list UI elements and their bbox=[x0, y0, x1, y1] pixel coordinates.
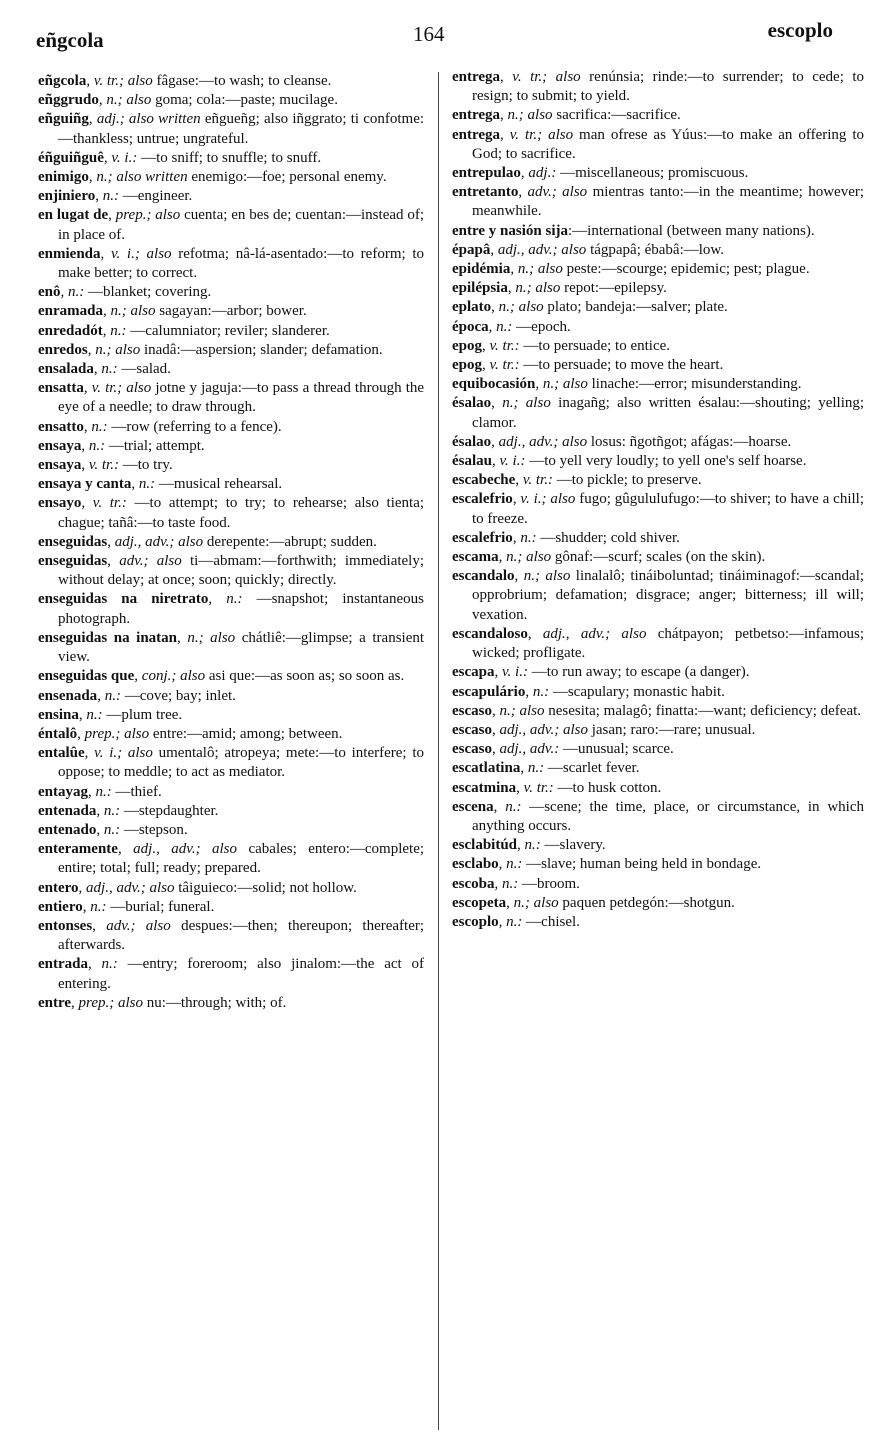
dictionary-entry: escandalo, n.; also linalalô; tináiboluntad; tináiminagof:—scandal; opprobrium; defamation; disgrace; anger; bitterness; ill will; vexation. bbox=[452, 568, 865, 623]
entry-headword: ensatta bbox=[38, 380, 84, 397]
entry-headword: en lugat de bbox=[38, 207, 109, 224]
entry-part-of-speech: v. tr.: bbox=[489, 357, 520, 374]
entry-part-of-speech: prep.; also bbox=[78, 994, 143, 1011]
entry-definition: —shudder; cold shiver. bbox=[540, 529, 680, 546]
entry-headword: enmienda bbox=[38, 245, 101, 262]
entry-headword: epilépsia bbox=[452, 280, 508, 297]
entry-definition: asi que:—as soon as; so soon as. bbox=[208, 668, 405, 685]
dictionary-entry: epidémia, n.; also peste:—scourge; epidemic; pest; plague. bbox=[452, 261, 810, 278]
entry-part-of-speech: adj., adv.; also bbox=[86, 879, 175, 896]
dictionary-entry: enseguidas na inatan, n.; also chátliê:—glimpse; a transient view. bbox=[38, 629, 425, 666]
dictionary-entry: entonses, adv.; also despues:—then; thereupon; thereafter; afterwards. bbox=[38, 917, 425, 954]
entry-definition: —to yell very loudly; to yell one's self hoarse. bbox=[529, 453, 807, 470]
entry-part-of-speech: adj., adv.; also bbox=[542, 625, 647, 642]
dictionary-entry: épapâ, adj., adv.; also tágpapâ; ébabâ:—low. bbox=[452, 241, 725, 258]
dictionary-entry: entrada, n.: —entry; foreroom; also jinalom:—the act of entering. bbox=[38, 956, 424, 992]
entry-headword: ésalao bbox=[452, 395, 492, 412]
entry-definition: losus: ñgotñgot; afágas:—hoarse. bbox=[590, 433, 792, 450]
entry-part-of-speech: n.: bbox=[95, 783, 112, 800]
dictionary-entry: esclabo, n.: —slave; human being held in bondage. bbox=[452, 856, 762, 873]
entry-headword: escena bbox=[452, 798, 494, 815]
entry-headword: entre y nasión sija bbox=[452, 222, 568, 239]
entry-part-of-speech: adj., adv.; also bbox=[114, 533, 204, 550]
entry-headword: esclabitúd bbox=[452, 837, 518, 854]
entry-headword: éñguiñguê bbox=[38, 149, 104, 166]
dictionary-entry: escaso, adj., adv.: —unusual; scarce. bbox=[452, 741, 674, 758]
entry-headword: escatmina bbox=[452, 779, 517, 796]
entry-headword: entrada bbox=[38, 956, 88, 973]
entry-part-of-speech: n.: bbox=[496, 318, 513, 335]
entry-headword: entalûe bbox=[38, 745, 85, 762]
entry-part-of-speech: v. tr.: bbox=[522, 472, 553, 489]
entry-part-of-speech: v. tr.; also bbox=[509, 126, 574, 143]
entry-headword: enteramente bbox=[38, 841, 118, 858]
entry-part-of-speech: n.: bbox=[86, 706, 103, 723]
dictionary-entry: escatlatina, n.: —scarlet fever. bbox=[452, 760, 640, 777]
entry-part-of-speech: adj., adv.: bbox=[499, 741, 560, 758]
entry-headword: ensayo bbox=[38, 495, 82, 512]
dictionary-entry: entalûe, v. i.; also umentalô; atropeya; mete:—to interfere; to oppose; to meddle; to act as mediator. bbox=[38, 745, 425, 781]
dictionary-entry: ensalada, n.: —salad. bbox=[38, 361, 171, 378]
entry-headword: escapulário bbox=[452, 683, 526, 700]
dictionary-entry: enmienda, v. i.; also refotma; nâ-lá-asentado:—to reform; to make better; to correct. bbox=[38, 245, 425, 282]
entry-headword: escaso bbox=[452, 702, 492, 719]
dictionary-entry: entrega, v. tr.; also renúnsia; rinde:—to surrender; to cede; to resign; to submit; to yield. bbox=[452, 69, 865, 105]
dictionary-entry: eñggrudo, n.; also goma; cola:—paste; mucilage. bbox=[38, 92, 338, 109]
dictionary-entry: entenado, n.: —stepson. bbox=[38, 821, 188, 838]
entry-definition: goma; cola:—paste; mucilage. bbox=[155, 92, 338, 109]
entry-part-of-speech: n.: bbox=[505, 798, 522, 815]
dictionary-entry bbox=[452, 222, 864, 241]
entry-definition: sacrifica:—sacrifice. bbox=[556, 107, 681, 124]
dictionary-entry: enredos, n.; also inadâ:—aspersion; slander; defamation. bbox=[38, 341, 383, 358]
entry-definition: nu:—through; with; of. bbox=[146, 994, 287, 1011]
entry-part-of-speech: n.: bbox=[138, 476, 156, 493]
page-number: 164 bbox=[413, 22, 445, 46]
entry-part-of-speech: n.: bbox=[101, 956, 118, 973]
entry-headword: eplato bbox=[452, 299, 492, 316]
dictionary-entry: éntalô, prep.; also entre:—amid; among; between. bbox=[38, 725, 343, 742]
entry-part-of-speech: n.: bbox=[524, 837, 541, 854]
entry-part-of-speech: n.: bbox=[506, 913, 523, 930]
dictionary-entry: enseguidas que, conj.; also asi que:—as soon as; so soon as. bbox=[38, 668, 405, 685]
entry-part-of-speech: v. tr.; also bbox=[93, 73, 153, 89]
entry-headword: enredos bbox=[38, 341, 88, 358]
entry-headword: escopeta bbox=[452, 894, 507, 911]
entry-definition: —scapulary; monastic habit. bbox=[552, 683, 725, 700]
entry-definition: —cove; bay; inlet. bbox=[124, 687, 236, 704]
dictionary-entry: escoba, n.: —broom. bbox=[452, 875, 580, 892]
entry-part-of-speech: v. tr.: bbox=[523, 779, 554, 796]
dictionary-entry: ésalau, v. i.: —to yell very loudly; to yell one's self hoarse. bbox=[452, 453, 807, 470]
dictionary-entry: escalefrio, n.: —shudder; cold shiver. bbox=[452, 529, 680, 546]
dictionary-entry: ensaya, n.: —trial; attempt. bbox=[38, 437, 205, 454]
entry-definition: —slavery. bbox=[544, 837, 606, 854]
entry-definition: despues:—then; thereupon; thereafter; afterwards. bbox=[58, 917, 425, 954]
entry-definition: —trial; attempt. bbox=[108, 437, 205, 454]
entry-headword: epog bbox=[452, 337, 482, 354]
entry-definition: —epoch. bbox=[516, 318, 571, 335]
entry-part-of-speech: v. tr.: bbox=[92, 495, 127, 512]
entry-definition: tâiguieco:—solid; not hollow. bbox=[178, 879, 357, 896]
entry-part-of-speech: n.; also bbox=[506, 549, 552, 566]
entry-definition: —to persuade; to move the heart. bbox=[523, 357, 724, 374]
entry-part-of-speech: n.; also written bbox=[96, 169, 188, 186]
entry-definition: —to persuade; to entice. bbox=[523, 337, 671, 354]
entry-part-of-speech: adv.; also bbox=[106, 917, 171, 934]
entry-part-of-speech: n.: bbox=[101, 361, 118, 378]
entry-part-of-speech: adj., adv.; also bbox=[499, 721, 588, 738]
entry-definition: —row (referring to a fence). bbox=[111, 418, 282, 435]
entry-part-of-speech: n.; also bbox=[499, 702, 545, 719]
entry-definition: —salad. bbox=[121, 361, 171, 378]
dictionary-entry: eñgcola, v. tr.; also fâgase:—to wash; to cleanse. bbox=[38, 73, 332, 89]
dictionary-entry: ensayo, v. tr.: —to attempt; to try; to rehearse; also tienta; chague; tañâ:—to taste food. bbox=[38, 495, 425, 531]
entry-definition: —scene; the time, place, or circumstance, in which anything occurs. bbox=[472, 798, 864, 834]
dictionary-entry: ensina, n.: —plum tree. bbox=[38, 706, 183, 723]
dictionary-entry: entiero, n.: —burial; funeral. bbox=[38, 898, 215, 915]
dictionary-entry: eñguiñg, adj.; also written eñgueñg; also iñggrato; ti confotme:—thankless; untrue; ungrateful. bbox=[38, 111, 425, 147]
dictionary-entry: enseguidas, adv.; also ti—abmam:—forthwith; immediately; without delay; at once; soon; quickly; directly. bbox=[38, 553, 425, 589]
entry-part-of-speech: n.: bbox=[91, 418, 108, 435]
entry-part-of-speech: adj.: bbox=[528, 165, 557, 182]
entry-definition: peste:—scourge; epidemic; pest; plague. bbox=[566, 261, 810, 278]
entry-headword: escoplo bbox=[452, 913, 499, 930]
dictionary-entry: ensaya, v. tr.: —to try. bbox=[38, 457, 173, 474]
entry-headword: enseguidas bbox=[38, 533, 108, 550]
entry-part-of-speech: n.; also bbox=[513, 894, 559, 911]
entry-definition: jasan; raro:—rare; unusual. bbox=[591, 721, 756, 738]
dictionary-entry: esclabitúd, n.: —slavery. bbox=[452, 837, 606, 854]
entry-definition: —chisel. bbox=[526, 913, 580, 930]
dictionary-entry: escalefrio, v. i.; also fugo; gûgululufugo:—to shiver; to have a chill; to freeze. bbox=[452, 491, 864, 527]
entry-headword: ensaya bbox=[38, 437, 82, 454]
dictionary-entry: época, n.: —epoch. bbox=[452, 318, 571, 335]
entry-headword: ensenada bbox=[38, 687, 98, 704]
dictionary-entry: escopeta, n.; also paquen petdegón:—shotgun. bbox=[452, 894, 735, 911]
dictionary-entry: ensatta, v. tr.; also jotne y jaguja:—to pass a thread through the eye of a needle; to draw through. bbox=[38, 380, 425, 416]
entry-headword: ensaya bbox=[38, 457, 82, 474]
entry-part-of-speech: n.: bbox=[532, 683, 550, 700]
entry-headword: entre bbox=[38, 994, 72, 1011]
entry-part-of-speech: conj.; also bbox=[141, 668, 206, 685]
entry-part-of-speech: n.: bbox=[103, 821, 121, 838]
entry-headword: escapa bbox=[452, 664, 495, 681]
dictionary-entry: ésalao, n.; also inagañg; also written ésalau:—shouting; yelling; clamor. bbox=[452, 395, 865, 431]
entry-part-of-speech: n.; also bbox=[507, 107, 553, 124]
entry-definition: —thief. bbox=[115, 783, 162, 800]
entry-part-of-speech: n.; also bbox=[515, 280, 561, 297]
dictionary-entry: ensaya y canta, n.: —musical rehearsal. bbox=[38, 476, 283, 493]
entry-part-of-speech: n.: bbox=[90, 898, 107, 915]
entry-headword: eñggrudo bbox=[38, 92, 99, 109]
entry-headword: entero bbox=[38, 879, 79, 896]
entry-part-of-speech: n.: bbox=[102, 188, 119, 205]
dictionary-entry: epilépsia, n.; also repot:—epilepsy. bbox=[452, 280, 667, 297]
dictionary-entry: enimigo, n.; also written enemigo:—foe; personal enemy. bbox=[38, 169, 387, 186]
entry-headword: esclabo bbox=[452, 856, 499, 873]
entry-headword: enredadót bbox=[38, 322, 103, 339]
entry-part-of-speech: n.: bbox=[506, 856, 523, 873]
entry-definition: inadâ:—aspersion; slander; defamation. bbox=[143, 341, 383, 358]
entry-part-of-speech: prep.; also bbox=[115, 207, 181, 224]
entry-part-of-speech: v. i.: bbox=[111, 149, 138, 166]
entry-headword: entrega bbox=[452, 126, 501, 143]
entry-part-of-speech: adv.; also bbox=[527, 184, 588, 201]
entry-headword: ésalau bbox=[452, 453, 493, 470]
entry-definition: ti—abmam:—forthwith; immediately; without delay; at once; soon; quickly; directly. bbox=[58, 553, 425, 589]
entry-headword: enimigo bbox=[38, 169, 89, 186]
entry-definition: —blanket; covering. bbox=[88, 284, 212, 301]
entry-definition: —to run away; to escape (a danger). bbox=[531, 664, 750, 681]
entry-headword: eñguiñg bbox=[38, 111, 89, 128]
dictionary-entry: entero, adj., adv.; also tâiguieco:—solid; not hollow. bbox=[38, 879, 357, 896]
dictionary-entry: epog, v. tr.: —to persuade; to entice. bbox=[452, 337, 671, 354]
right-guide-word: escoplo bbox=[767, 18, 833, 42]
entry-headword: enramada bbox=[38, 303, 103, 320]
entry-definition: linache:—error; misunderstanding. bbox=[591, 376, 802, 393]
dictionary-entry: enteramente, adj., adv.; also cabales; entero:—complete; entire; total; full; ready; prepared. bbox=[38, 841, 425, 877]
dictionary-entry: escapa, v. i.: —to run away; to escape (a danger). bbox=[452, 664, 750, 681]
entry-headword: eñgcola bbox=[38, 73, 87, 89]
entry-definition: —to husk cotton. bbox=[557, 779, 662, 796]
dictionary-entry: escaso, n.; also nesesita; malagô; finatta:—want; deficiency; defeat. bbox=[452, 702, 862, 719]
entry-headword: escabeche bbox=[452, 472, 516, 489]
entry-headword: entrega bbox=[452, 69, 501, 85]
entry-definition: cabales; entero:—complete; entire; total; full; ready; prepared. bbox=[58, 841, 425, 877]
right-column bbox=[452, 68, 864, 932]
entry-headword: entrega bbox=[452, 107, 501, 124]
entry-part-of-speech: n.; also bbox=[106, 92, 152, 109]
entry-part-of-speech: n.: bbox=[520, 529, 537, 546]
entry-definition: —snapshot; instantaneous photograph. bbox=[58, 591, 424, 627]
dictionary-entry: enramada, n.; also sagayan:—arbor; bower. bbox=[38, 303, 307, 320]
entry-definition: jotne y jaguja:—to pass a thread through the eye of a needle; to draw through. bbox=[58, 380, 425, 416]
entry-headword: escama bbox=[452, 549, 499, 566]
entry-part-of-speech: adj., adv.; also bbox=[497, 241, 587, 258]
entry-headword: escaso bbox=[452, 721, 492, 738]
entry-definition: linalalô; tináiboluntad; tináiminagof:—scandal; opprobrium; defamation; disgrace; anger; bitterness; ill will; vexation. bbox=[472, 568, 865, 623]
entry-part-of-speech: v. i.: bbox=[499, 453, 526, 470]
entry-headword: enseguidas na inatan bbox=[38, 629, 178, 646]
dictionary-entry: escoplo, n.: —chisel. bbox=[452, 913, 580, 930]
dictionary-entry: enô, n.: —blanket; covering. bbox=[38, 284, 212, 301]
entry-part-of-speech: adj., adv.; also bbox=[133, 841, 238, 858]
entry-definition: inagañg; also written ésalau:—shouting; yelling; clamor. bbox=[472, 395, 865, 431]
entry-definition: enemigo:—foe; personal enemy. bbox=[191, 169, 387, 186]
entry-headword: epidémia bbox=[452, 261, 511, 278]
entry-headword: enseguidas na niretrato bbox=[38, 591, 209, 608]
entry-definition: —calumniator; reviler; slanderer. bbox=[130, 322, 330, 339]
entry-part-of-speech: prep.; also bbox=[84, 725, 150, 742]
entry-headword: escandaloso bbox=[452, 625, 528, 642]
entry-part-of-speech: n.; also bbox=[517, 261, 563, 278]
entry-headword: ensina bbox=[38, 706, 79, 723]
dictionary-entry: enredadót, n.: —calumniator; reviler; slanderer. bbox=[38, 322, 330, 339]
entry-headword: escoba bbox=[452, 875, 495, 892]
entry-definition: chátpayon; petbetso:—infamous; wicked; profligate. bbox=[472, 625, 864, 662]
entry-definition: —slave; human being held in bondage. bbox=[526, 856, 762, 873]
entry-headword: escalefrio bbox=[452, 491, 513, 508]
entry-definition: —to attempt; to try; to rehearse; also tienta; chague; tañâ:—to taste food. bbox=[58, 495, 425, 531]
dictionary-entry: escabeche, v. tr.: —to pickle; to preserve. bbox=[452, 472, 702, 489]
left-column bbox=[38, 72, 424, 1013]
dictionary-entry: escaso, adj., adv.; also jasan; raro:—rare; unusual. bbox=[452, 721, 756, 738]
entry-definition: —musical rehearsal. bbox=[158, 476, 283, 493]
entry-definition: —to pickle; to preserve. bbox=[556, 472, 702, 489]
dictionary-entry: entrega, n.; also sacrifica:—sacrifice. bbox=[452, 107, 681, 124]
entry-definition: —burial; funeral. bbox=[110, 898, 215, 915]
entry-part-of-speech: n.; also bbox=[523, 568, 571, 585]
dictionary-entry: escena, n.: —scene; the time, place, or circumstance, in which anything occurs. bbox=[452, 798, 864, 834]
entry-definition: —entry; foreroom; also jinalom:—the act of entering. bbox=[58, 956, 424, 992]
entry-headword: enô bbox=[38, 284, 61, 301]
left-guide-word: eñgcola bbox=[36, 28, 104, 52]
dictionary-entry: entrepulao, adj.: —miscellaneous; promiscuous. bbox=[452, 165, 749, 182]
entry-headword: enseguidas que bbox=[38, 668, 135, 685]
entry-headword: éntalô bbox=[38, 725, 78, 742]
dictionary-entry: eplato, n.; also plato; bandeja:—salver; plate. bbox=[452, 299, 728, 316]
entry-headword: entrepulao bbox=[452, 165, 521, 182]
entry-definition: —to try. bbox=[122, 457, 173, 474]
entry-definition: mientras tanto:—in the meantime; however; meanwhile. bbox=[472, 184, 865, 220]
dictionary-entry: epog, v. tr.: —to persuade; to move the heart. bbox=[452, 357, 724, 374]
dictionary-entry: escapulário, n.: —scapulary; monastic habit. bbox=[452, 683, 725, 700]
entry-definition: gônaf:—scurf; scales (on the skin). bbox=[554, 549, 766, 566]
entry-part-of-speech: n.; also bbox=[110, 303, 156, 320]
entry-definition: —scarlet fever. bbox=[547, 760, 640, 777]
entry-definition: umentalô; atropeya; mete:—to interfere; to oppose; to meddle; to act as mediator. bbox=[58, 745, 425, 781]
entry-definition: —to sniff; to snuffle; to snuff. bbox=[141, 149, 322, 166]
entry-headword: entretanto bbox=[452, 184, 519, 201]
entry-headword: equibocasión bbox=[452, 376, 536, 393]
entry-definition: nesesita; malagô; finatta:—want; deficiency; defeat. bbox=[548, 702, 862, 719]
entry-headword: época bbox=[452, 318, 489, 335]
entry-definition: fugo; gûgululufugo:—to shiver; to have a chill; to freeze. bbox=[472, 491, 864, 527]
entry-definition: refotma; nâ-lá-asentado:—to reform; to make better; to correct. bbox=[58, 245, 425, 282]
entry-definition: paquen petdegón:—shotgun. bbox=[562, 894, 735, 911]
dictionary-entry: enseguidas na niretrato, n.: —snapshot; instantaneous photograph. bbox=[38, 591, 424, 627]
entry-definition: :—international (between many nations). bbox=[567, 222, 815, 239]
dictionary-entry: escandaloso, adj., adv.; also chátpayon; petbetso:—infamous; wicked; profligate. bbox=[452, 625, 864, 662]
entry-part-of-speech: n.: bbox=[103, 802, 121, 819]
entry-headword: entayag bbox=[38, 783, 88, 800]
entry-part-of-speech: v. i.; also bbox=[110, 245, 172, 262]
dictionary-entry: éñguiñguê, v. i.: —to sniff; to snuffle; to snuff. bbox=[38, 149, 322, 166]
entry-definition: eñgueñg; also iñggrato; ti confotme:—thankless; untrue; ungrateful. bbox=[58, 111, 425, 147]
entry-part-of-speech: v. tr.: bbox=[489, 337, 520, 354]
entry-headword: escaso bbox=[452, 741, 492, 758]
entry-definition: fâgase:—to wash; to cleanse. bbox=[156, 73, 332, 89]
entry-headword: ensaya y canta bbox=[38, 476, 132, 493]
dictionary-entry: entenada, n.: —stepdaughter. bbox=[38, 802, 219, 819]
entry-definition: —stepdaughter. bbox=[123, 802, 219, 819]
entry-part-of-speech: n.; also bbox=[498, 299, 544, 316]
entry-part-of-speech: v. tr.: bbox=[88, 457, 119, 474]
entry-definition: renúnsia; rinde:—to surrender; to cede; to resign; to submit; to yield. bbox=[472, 69, 865, 105]
dictionary-entry: equibocasión, n.; also linache:—error; misunderstanding. bbox=[452, 376, 802, 393]
entry-definition: man ofrese as Yúus:—to make an offering to God; to sacrifice. bbox=[472, 126, 865, 162]
entry-part-of-speech: adj.; also written bbox=[96, 111, 201, 128]
entry-part-of-speech: n.: bbox=[226, 591, 243, 608]
entry-headword: epog bbox=[452, 357, 482, 374]
entry-part-of-speech: n.: bbox=[104, 687, 121, 704]
entry-part-of-speech: adj., adv.; also bbox=[498, 433, 588, 450]
entry-definition: repot:—epilepsy. bbox=[564, 280, 667, 297]
entry-definition: plato; bandeja:—salver; plate. bbox=[547, 299, 728, 316]
dictionary-entry: en lugat de, prep.; also cuenta; en bes de; cuentan:—instead of; in place of. bbox=[38, 207, 424, 243]
entry-part-of-speech: n.; also bbox=[542, 376, 588, 393]
entry-definition: —unusual; scarce. bbox=[562, 741, 674, 758]
entry-headword: escalefrio bbox=[452, 529, 513, 546]
entry-headword: escatlatina bbox=[452, 760, 521, 777]
entry-definition: —stepson. bbox=[123, 821, 188, 838]
entry-part-of-speech: n.: bbox=[527, 760, 545, 777]
entry-headword: entonses bbox=[38, 917, 93, 934]
dictionary-entry: ésalao, adj., adv.; also losus: ñgotñgot; afágas:—hoarse. bbox=[452, 433, 792, 450]
page-header bbox=[36, 18, 833, 52]
entry-part-of-speech: adv.; also bbox=[119, 553, 182, 570]
entry-part-of-speech: v. i.; also bbox=[520, 491, 576, 508]
dictionary-entry: enseguidas, adj., adv.; also derepente:—abrupt; sudden. bbox=[38, 533, 377, 550]
dictionary-entry: entrega, v. tr.; also man ofrese as Yúus:—to make an offering to God; to sacrifice. bbox=[452, 126, 865, 162]
entry-headword: enjiniero bbox=[38, 188, 96, 205]
entry-headword: ensatto bbox=[38, 418, 84, 435]
entry-part-of-speech: n.; also bbox=[502, 395, 551, 412]
entry-definition: —plum tree. bbox=[106, 706, 183, 723]
entry-definition: chátliê:—glimpse; a transient view. bbox=[58, 629, 425, 666]
entry-headword: ésalao bbox=[452, 433, 492, 450]
entry-part-of-speech: n.: bbox=[68, 284, 85, 301]
entry-part-of-speech: v. i.: bbox=[502, 664, 528, 681]
entry-headword: ensalada bbox=[38, 361, 94, 378]
entry-definition: —engineer. bbox=[122, 188, 193, 205]
entry-part-of-speech: n.: bbox=[88, 437, 106, 454]
entry-headword: entenada bbox=[38, 802, 97, 819]
dictionary-entry: entretanto, adv.; also mientras tanto:—in the meantime; however; meanwhile. bbox=[452, 184, 865, 220]
entry-definition: tágpapâ; ébabâ:—low. bbox=[590, 241, 725, 258]
entry-headword: entiero bbox=[38, 898, 83, 915]
entry-definition: cuenta; en bes de; cuentan:—instead of; in place of. bbox=[58, 207, 424, 243]
entry-part-of-speech: v. tr.; also bbox=[512, 69, 581, 85]
entry-part-of-speech: v. i.; also bbox=[94, 745, 153, 762]
entry-headword: épapâ bbox=[452, 241, 491, 258]
entry-definition: sagayan:—arbor; bower. bbox=[159, 303, 307, 320]
entry-headword: entenado bbox=[38, 821, 97, 838]
entry-part-of-speech: n.: bbox=[110, 322, 127, 339]
entry-definition: entre:—amid; among; between. bbox=[152, 725, 343, 742]
entry-headword: escandalo bbox=[452, 568, 515, 585]
dictionary-entry: entayag, n.: —thief. bbox=[38, 783, 162, 800]
entry-part-of-speech: n.: bbox=[502, 875, 519, 892]
dictionary-entry: entre, prep.; also nu:—through; with; of. bbox=[38, 994, 287, 1011]
dictionary-entry: enjiniero, n.: —engineer. bbox=[38, 188, 193, 205]
entry-definition: —broom. bbox=[522, 875, 580, 892]
entry-part-of-speech: n.; also bbox=[187, 629, 236, 646]
column-divider bbox=[438, 72, 439, 1430]
entry-definition: —miscellaneous; promiscuous. bbox=[560, 165, 749, 182]
dictionary-entry: escama, n.; also gônaf:—scurf; scales (on the skin). bbox=[452, 549, 766, 566]
dictionary-entry: escatmina, v. tr.: —to husk cotton. bbox=[452, 779, 662, 796]
entry-part-of-speech: n.; also bbox=[95, 341, 141, 358]
dictionary-entry: ensenada, n.: —cove; bay; inlet. bbox=[38, 687, 236, 704]
entry-headword: enseguidas bbox=[38, 553, 108, 570]
entry-part-of-speech: v. tr.; also bbox=[91, 380, 152, 397]
dictionary-entry: ensatto, n.: —row (referring to a fence). bbox=[38, 418, 282, 435]
entry-definition: derepente:—abrupt; sudden. bbox=[206, 533, 377, 550]
